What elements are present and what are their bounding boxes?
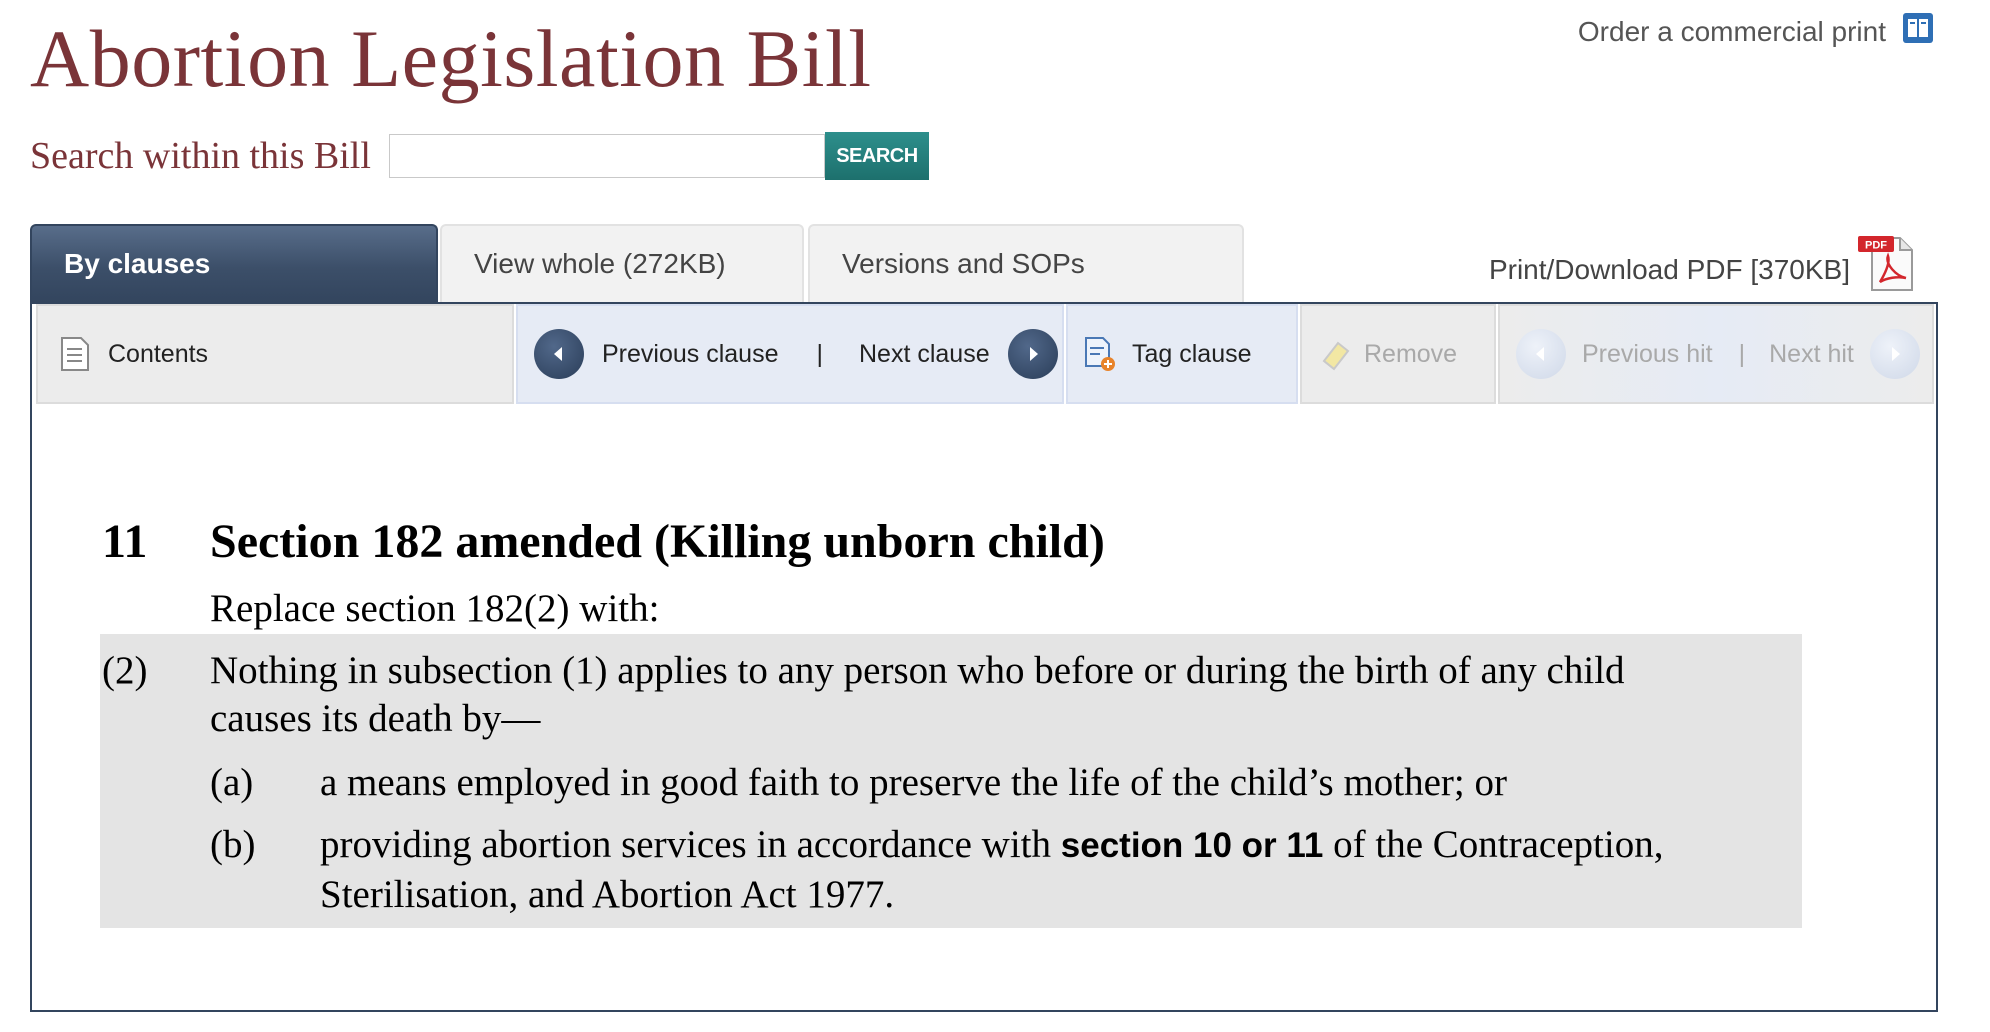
pdf-icon-text: PDF (1865, 239, 1887, 252)
section-10-or-11-link[interactable]: section 10 or 11 (1060, 826, 1324, 865)
book-icon (1902, 12, 1934, 51)
page-title: Abortion Legislation Bill (30, 13, 872, 104)
order-commercial-print-link[interactable] (1578, 12, 1934, 51)
paragraph-b-line-1 (320, 820, 1663, 871)
previous-hit-link[interactable]: Previous hit (1582, 339, 1713, 368)
next-hit-link[interactable]: Next hit (1769, 339, 1854, 368)
clause-toolbar (36, 304, 1934, 406)
clause-instruction: Replace section 182(2) with: (210, 587, 660, 630)
contents-label: Contents (108, 339, 209, 368)
clause-number: 11 (102, 515, 148, 568)
previous-clause-link[interactable]: Previous clause (602, 339, 779, 368)
hit-separator: | (1738, 339, 1746, 368)
paragraph-a-label: (a) (210, 761, 254, 804)
tag-clause-label: Tag clause (1132, 339, 1252, 368)
clause-heading: Section 182 amended (Killing unborn child) (210, 515, 1105, 568)
pdf-icon[interactable] (1856, 234, 1916, 297)
next-clause-arrow-icon[interactable] (1008, 329, 1058, 379)
tag-clause-button[interactable] (1066, 304, 1298, 404)
search-input[interactable] (389, 134, 825, 178)
paragraph-b-text-after: of the Contraception, (1323, 823, 1664, 866)
amendment-block (100, 634, 1802, 928)
search-button[interactable]: SEARCH (825, 132, 929, 180)
tab-view-whole[interactable] (440, 224, 804, 302)
tab-label: Versions and SOPs (842, 248, 1085, 279)
eraser-icon (1318, 337, 1352, 371)
subsection-text-line-2: causes its death by— (210, 697, 541, 740)
search-label: Search within this Bill (30, 135, 371, 177)
subsection-text-line-1: Nothing in subsection (1) applies to any person who before or during the birth of any child (210, 649, 1625, 692)
bill-search-form (30, 132, 929, 180)
print-download-pdf-link[interactable]: Print/Download PDF [370KB] (1488, 254, 1850, 285)
tab-label: View whole (272KB) (474, 248, 726, 279)
nav-separator: | (816, 339, 823, 368)
tag-document-icon (1084, 336, 1116, 372)
clause-navigation (516, 304, 1064, 404)
contents-button[interactable] (36, 304, 514, 404)
search-hit-navigation (1498, 304, 1934, 404)
paragraph-a-text: a means employed in good faith to preserve the life of the child’s mother; or (320, 761, 1507, 804)
tab-versions-and-sops[interactable] (808, 224, 1244, 302)
remove-button[interactable] (1300, 304, 1496, 404)
next-hit-arrow-icon[interactable] (1870, 329, 1920, 379)
subsection-label: (2) (102, 649, 148, 692)
next-clause-link[interactable]: Next clause (858, 339, 990, 368)
previous-clause-arrow-icon[interactable] (534, 329, 584, 379)
tab-label: By clauses (64, 248, 211, 279)
tab-by-clauses[interactable] (30, 224, 438, 302)
document-icon (60, 336, 90, 372)
order-print-label: Order a commercial print (1577, 15, 1886, 47)
previous-hit-arrow-icon[interactable] (1516, 329, 1566, 379)
remove-label: Remove (1364, 339, 1458, 368)
paragraph-b-text: providing abortion services in accordance with (320, 823, 1061, 866)
paragraph-b-label: (b) (210, 823, 256, 866)
clause-panel (30, 302, 1938, 1012)
paragraph-b-line-2: Sterilisation, and Abortion Act 1977. (320, 873, 895, 916)
